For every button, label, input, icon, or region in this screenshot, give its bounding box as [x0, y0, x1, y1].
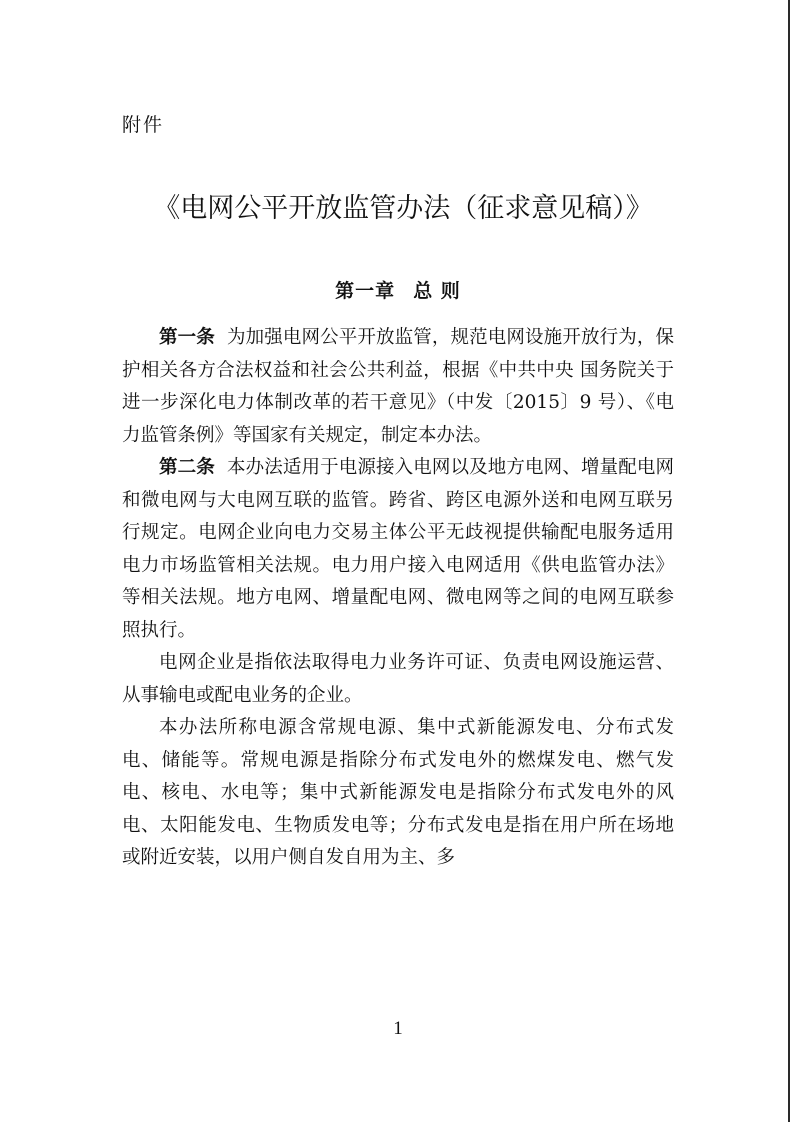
page-number: 1: [393, 1018, 403, 1039]
article-two-paragraph: [122, 452, 674, 647]
article-two-text: 本办法适用于电源接入电网以及地方电网、增量配电网和微电网与大电网互联的监管。跨省、跨区电源外送和电网互联另行规定。电网企业向电力交易主体公平无歧视提供输配电服务适用电力市场监管相关法规。电力用户接入电网适用《供电监管办法》等相关法规。地方电网、增量配电网、微电网等之间的电网互联参照执行。: [122, 457, 674, 641]
article-one-text: 为加强电网公平开放监管，规范电网设施开放行为，保护相关各方合法权益和社会公共利益，根据《中共中央 国务院关于进一步深化电力体制改革的若干意见》（中发〔2015〕9 号）、《电力监管条例》等国家有关规定，制定本办法。: [122, 327, 674, 446]
document-body: [122, 322, 674, 875]
grid-enterprise-definition-paragraph: [122, 647, 674, 712]
power-source-definition-text: 本办法所称电源含常规电源、集中式新能源发电、分布式发电、储能等。常规电源是指除分布式发电外的燃煤发电、燃气发电、核电、水电等；集中式新能源发电是指除分布式发电外的风电、太阳能发电、生物质发电等；分布式发电是指在用户所在场地或附近安装，以用户侧自发自用为主、多: [122, 717, 674, 868]
chapter-name: 总 则: [413, 280, 461, 302]
attachment-label: 附件: [122, 114, 165, 136]
page-edge-line: [788, 0, 790, 1122]
power-source-definition-paragraph: [122, 712, 674, 875]
chapter-heading: [122, 276, 674, 303]
article-two-heading: 第二条: [159, 457, 215, 478]
article-one-paragraph: [122, 322, 674, 452]
grid-enterprise-definition-text: 电网企业是指依法取得电力业务许可证、负责电网设施运营、从事输电或配电业务的企业。: [122, 652, 674, 706]
article-one-heading: 第一条: [159, 327, 215, 348]
document-title: 《电网公平开放监管办法（征求意见稿）》: [153, 193, 653, 224]
chapter-number: 第一章: [335, 280, 396, 302]
